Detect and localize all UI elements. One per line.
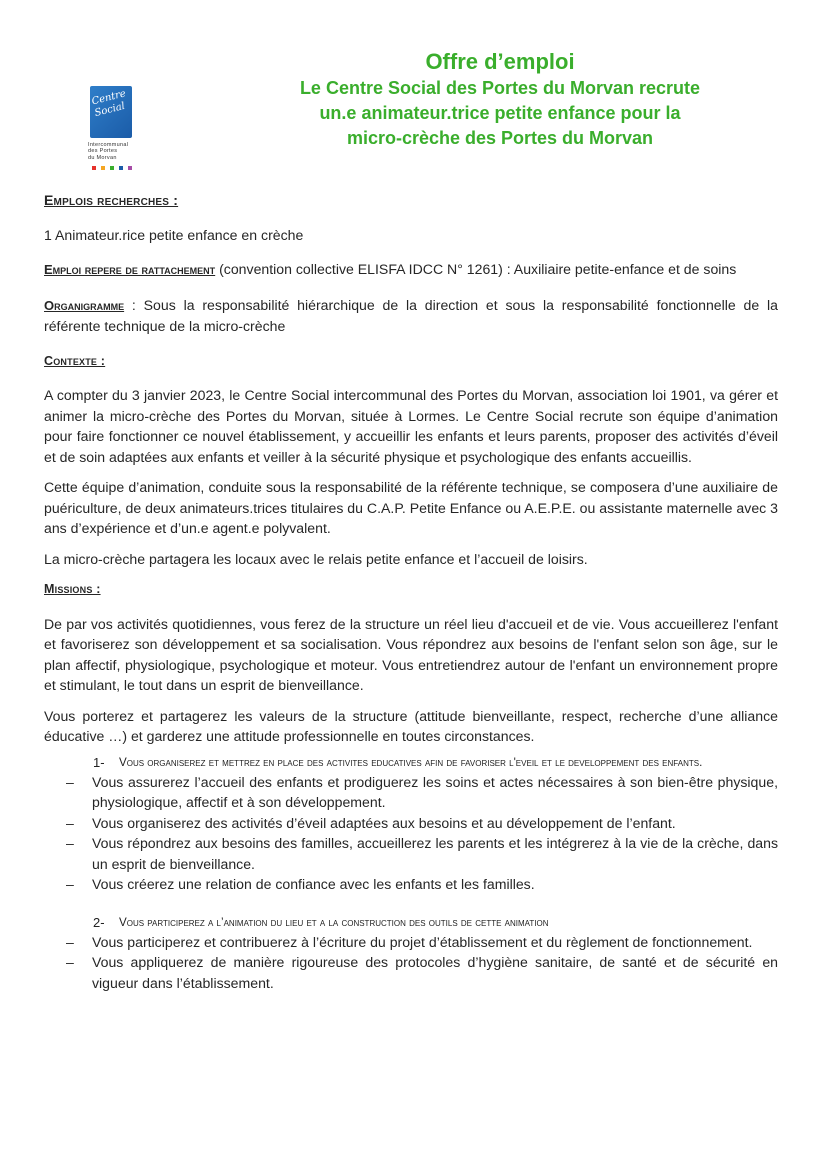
logo-dot xyxy=(119,166,123,170)
logo-subtitle xyxy=(88,142,138,161)
list-item xyxy=(44,932,778,953)
bullet-dash: – xyxy=(66,933,74,950)
logo-mark xyxy=(90,86,132,138)
list-item-text: Vous appliquerez de manière rigoureuse des protocoles d’hygiène sanitaire, de santé et de sécurité en vigueur dans l’établissement. xyxy=(92,954,778,991)
list-item-text: Vous répondrez aux besoins des familles, accueillerez les parents et les intégrerez à la vie de la crèche, dans un esprit de bienveillance. xyxy=(92,835,778,872)
mission-bullet-list xyxy=(44,932,778,994)
logo-text: Centre Social xyxy=(90,88,127,120)
list-item xyxy=(44,952,778,993)
emplois-text: 1 Animateur.rice petite enfance en crèche xyxy=(44,226,304,243)
list-item-text: Vous organiserez des activités d’éveil adaptées aux besoins et au développement de l’enfant. xyxy=(92,814,676,831)
logo-dot xyxy=(101,166,105,170)
mission-item-title xyxy=(93,753,778,772)
document-title: Offre d’emploi xyxy=(425,49,575,74)
organigramme-paragraph xyxy=(44,295,778,337)
mission-item-title-text: Vous participerez a l’animation du lieu et a la construction des outils de cette animation xyxy=(119,915,549,929)
list-item-text: Vous participerez et contribuerez à l’écriture du projet d’établissement et du règlement de fonctionnement. xyxy=(92,933,753,950)
emploi-repere-paragraph xyxy=(44,259,778,281)
contexte-paragraph: La micro-crèche partagera les locaux avec le relais petite enfance et l’accueil de loisirs. xyxy=(44,550,588,567)
section-heading-contexte: Contexte : xyxy=(44,353,106,368)
document-body xyxy=(44,190,778,993)
contexte-paragraph: A compter du 3 janvier 2023, le Centre Social intercommunal des Portes du Morvan, association loi 1901, va gérer et animer la micro-crèche des Portes du Morvan, située à Lormes. Le Centre Social recrute son équipe d’animation pour faire fonctionner ce nouvel établissement, y accueillir les enfants et leurs parents, proposer des activités d’éveil et de soin adaptées aux enfants et veiller à la sécurité physique et psychologique des enfants accueillis. xyxy=(44,387,778,465)
list-item xyxy=(44,772,778,813)
bullet-dash: – xyxy=(66,773,74,790)
organigramme-text: : Sous la responsabilité hiérarchique de la direction et sous la responsabilité fonctionnelle de la référente technique de la micro-crèche xyxy=(44,296,778,334)
logo-color-dots xyxy=(92,166,140,170)
bullet-dash: – xyxy=(66,876,74,892)
bullet-dash: – xyxy=(66,835,74,851)
list-item xyxy=(44,874,778,895)
logo-sub-line: Intercommunal xyxy=(88,142,129,148)
bullet-dash: – xyxy=(66,954,74,970)
section-heading-emploi-repere: Emploi repere de rattachement xyxy=(44,262,216,277)
emploi-repere-text: (convention collective ELISFA IDCC N° 1261) : Auxiliaire petite-enfance et de soins xyxy=(215,261,737,277)
subtitle-line: un.e animateur.trice petite enfance pour la xyxy=(319,103,681,123)
subtitle-line: micro-crèche des Portes du Morvan xyxy=(346,128,654,148)
list-item xyxy=(44,813,778,834)
mission-item-title xyxy=(93,913,778,932)
logo-dot xyxy=(110,166,114,170)
bullet-dash: – xyxy=(66,814,74,831)
mission-item-number: 2- xyxy=(93,914,105,930)
contexte-paragraph: Cette équipe d’animation, conduite sous la responsabilité de la référente technique, se composera d’une auxiliaire de puériculture, de deux animateurs.trices titulaires du C.A.P. Petite Enfance ou A.E.P.E. ou assistante maternelle avec 3 ans d’expérience et d’un.e agent.e polyvalent. xyxy=(44,479,778,536)
mission-item-title-text: Vous organiserez et mettrez en place des activites educatives afin de favoriser l'eveil et le developpement des enfants. xyxy=(119,755,703,769)
logo-sub-line: du Morvan xyxy=(88,154,117,161)
logo-sub-line: des Portes xyxy=(88,148,118,155)
missions-paragraph: De par vos activités quotidiennes, vous ferez de la structure un réel lieu d'accueil et de vie. Vous accueillerez l'enfant et favoriserez son développement et sa socialisation. Vous répondrez aux besoins de l'enfant selon son âge, sur le plan affectif, physiologique, psychologique et moteur. Vous entretiendrez autour de l'enfant un environnement propre et stimulant, le tout dans un esprit de bienveillance. xyxy=(44,615,778,693)
mission-item-number: 1- xyxy=(93,754,105,770)
list-item-text: Vous assurerez l’accueil des enfants et prodiguerez les soins et actes nécessaires à son bien-être physique, physiologique, affectif et à son développement. xyxy=(92,773,778,810)
list-item xyxy=(44,833,778,874)
logo-dot xyxy=(92,166,96,170)
section-heading-emplois: Emplois recherches : xyxy=(44,192,179,208)
subtitle-line: Le Centre Social des Portes du Morvan recrute xyxy=(299,78,701,98)
list-item-text: Vous créerez une relation de confiance avec les enfants et les familles. xyxy=(92,876,535,892)
document-title-block xyxy=(270,48,730,151)
logo-dot xyxy=(128,166,132,170)
centre-social-logo xyxy=(82,84,142,172)
mission-bullet-list xyxy=(44,772,778,895)
section-heading-organigramme: Organigramme xyxy=(44,297,125,313)
missions-paragraph: Vous porterez et partagerez les valeurs de la structure (attitude bienveillante, respect, recherche d’une alliance éducative …) et garderez une attitude professionnelle en toutes circonstances. xyxy=(44,707,778,744)
section-heading-missions: Missions : xyxy=(44,582,101,596)
